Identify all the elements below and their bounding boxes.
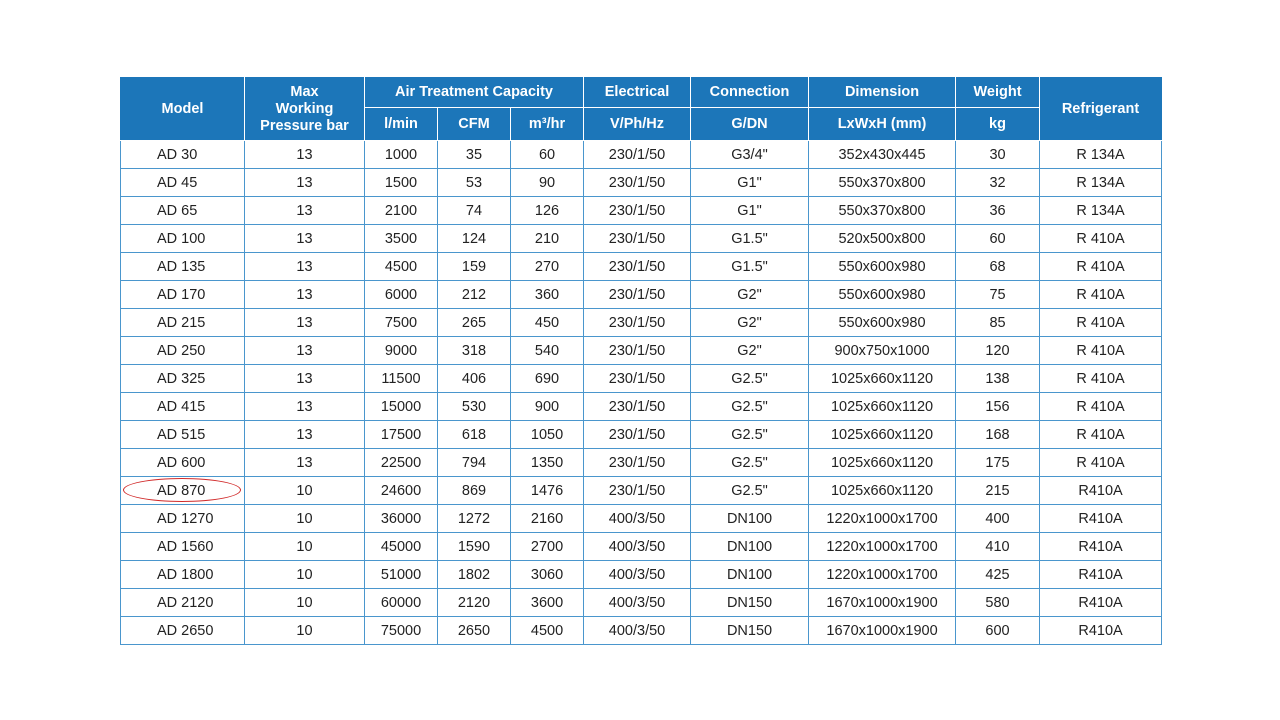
- cell-refrigerant: R 410A: [1040, 253, 1162, 281]
- header-m3hr: m³/hr: [511, 108, 584, 141]
- header-electrical-unit: V/Ph/Hz: [584, 108, 691, 141]
- cell-m3hr: 126: [511, 197, 584, 225]
- cell-m3hr: 450: [511, 309, 584, 337]
- cell-m3hr: 1350: [511, 449, 584, 477]
- cell-pressure: 13: [245, 281, 365, 309]
- cell-m3hr: 690: [511, 365, 584, 393]
- cell-cfm: 869: [438, 477, 511, 505]
- cell-lmin: 1000: [365, 141, 438, 169]
- cell-dimension: 1670x1000x1900: [809, 617, 956, 645]
- cell-m3hr: 60: [511, 141, 584, 169]
- cell-model: [121, 617, 245, 645]
- cell-connection: DN100: [691, 533, 809, 561]
- cell-electrical: 230/1/50: [584, 281, 691, 309]
- spec-table: [120, 77, 1162, 645]
- cell-model: [121, 533, 245, 561]
- cell-m3hr: 360: [511, 281, 584, 309]
- cell-lmin: 22500: [365, 449, 438, 477]
- cell-model: [121, 477, 245, 505]
- cell-pressure: 13: [245, 309, 365, 337]
- cell-pressure: 10: [245, 505, 365, 533]
- cell-pressure: 13: [245, 365, 365, 393]
- header-weight: Weight: [956, 78, 1040, 108]
- cell-lmin: 2100: [365, 197, 438, 225]
- cell-lmin: 7500: [365, 309, 438, 337]
- cell-pressure: 10: [245, 477, 365, 505]
- cell-model: [121, 225, 245, 253]
- model-label: AD 1560: [157, 538, 214, 555]
- cell-weight: 32: [956, 169, 1040, 197]
- cell-weight: 30: [956, 141, 1040, 169]
- cell-dimension: 1025x660x1120: [809, 365, 956, 393]
- cell-connection: G2": [691, 309, 809, 337]
- cell-pressure: 10: [245, 561, 365, 589]
- cell-lmin: 6000: [365, 281, 438, 309]
- cell-dimension: 550x600x980: [809, 253, 956, 281]
- cell-cfm: 1272: [438, 505, 511, 533]
- table-row: [121, 533, 1162, 561]
- cell-m3hr: 1476: [511, 477, 584, 505]
- cell-connection: G2.5": [691, 477, 809, 505]
- cell-dimension: 1220x1000x1700: [809, 533, 956, 561]
- model-label: AD 325: [157, 370, 206, 387]
- cell-pressure: 13: [245, 337, 365, 365]
- highlight-ellipse: [123, 478, 241, 502]
- cell-weight: 400: [956, 505, 1040, 533]
- cell-refrigerant: R410A: [1040, 533, 1162, 561]
- cell-connection: G2.5": [691, 421, 809, 449]
- cell-dimension: 1025x660x1120: [809, 393, 956, 421]
- cell-electrical: 230/1/50: [584, 449, 691, 477]
- cell-lmin: 51000: [365, 561, 438, 589]
- cell-electrical: 230/1/50: [584, 225, 691, 253]
- model-label: AD 30: [157, 146, 198, 163]
- model-label: AD 2120: [157, 594, 214, 611]
- cell-pressure: 13: [245, 449, 365, 477]
- cell-lmin: 4500: [365, 253, 438, 281]
- cell-pressure: 13: [245, 225, 365, 253]
- cell-refrigerant: R 134A: [1040, 141, 1162, 169]
- cell-cfm: 1802: [438, 561, 511, 589]
- cell-weight: 175: [956, 449, 1040, 477]
- cell-electrical: 230/1/50: [584, 393, 691, 421]
- cell-pressure: 13: [245, 421, 365, 449]
- header-pressure: Max Working Pressure bar: [245, 78, 365, 141]
- header-connection-unit: G/DN: [691, 108, 809, 141]
- header-row-top: [121, 78, 1162, 108]
- cell-pressure: 13: [245, 197, 365, 225]
- table-row: [121, 421, 1162, 449]
- cell-dimension: 352x430x445: [809, 141, 956, 169]
- cell-lmin: 45000: [365, 533, 438, 561]
- cell-m3hr: 2160: [511, 505, 584, 533]
- cell-weight: 36: [956, 197, 1040, 225]
- cell-connection: G2.5": [691, 365, 809, 393]
- cell-refrigerant: R 410A: [1040, 365, 1162, 393]
- header-model: Model: [121, 78, 245, 141]
- cell-weight: 75: [956, 281, 1040, 309]
- model-label: AD 415: [157, 398, 206, 415]
- table-row: [121, 561, 1162, 589]
- cell-pressure: 13: [245, 393, 365, 421]
- cell-connection: G1": [691, 169, 809, 197]
- cell-weight: 120: [956, 337, 1040, 365]
- header-weight-unit: kg: [956, 108, 1040, 141]
- cell-weight: 156: [956, 393, 1040, 421]
- table-row: [121, 589, 1162, 617]
- cell-electrical: 230/1/50: [584, 197, 691, 225]
- cell-cfm: 530: [438, 393, 511, 421]
- table-body: [121, 141, 1162, 645]
- cell-refrigerant: R 410A: [1040, 393, 1162, 421]
- table-row: [121, 449, 1162, 477]
- cell-model: [121, 421, 245, 449]
- cell-refrigerant: R 410A: [1040, 225, 1162, 253]
- table-row: [121, 365, 1162, 393]
- cell-connection: G2": [691, 337, 809, 365]
- cell-dimension: 1220x1000x1700: [809, 561, 956, 589]
- cell-electrical: 230/1/50: [584, 253, 691, 281]
- table-row: [121, 337, 1162, 365]
- cell-cfm: 318: [438, 337, 511, 365]
- cell-m3hr: 90: [511, 169, 584, 197]
- cell-refrigerant: R 410A: [1040, 337, 1162, 365]
- model-label: AD 215: [157, 314, 206, 331]
- model-label: AD 65: [157, 202, 198, 219]
- cell-lmin: 11500: [365, 365, 438, 393]
- cell-electrical: 230/1/50: [584, 169, 691, 197]
- cell-lmin: 75000: [365, 617, 438, 645]
- cell-dimension: 550x370x800: [809, 169, 956, 197]
- cell-dimension: 1025x660x1120: [809, 477, 956, 505]
- cell-pressure: 13: [245, 169, 365, 197]
- cell-electrical: 230/1/50: [584, 337, 691, 365]
- header-electrical: Electrical: [584, 78, 691, 108]
- header-connection: Connection: [691, 78, 809, 108]
- cell-connection: G2": [691, 281, 809, 309]
- cell-model: [121, 253, 245, 281]
- cell-electrical: 230/1/50: [584, 477, 691, 505]
- table-row: [121, 169, 1162, 197]
- cell-dimension: 550x370x800: [809, 197, 956, 225]
- cell-connection: G2.5": [691, 393, 809, 421]
- cell-connection: G1": [691, 197, 809, 225]
- cell-dimension: 1220x1000x1700: [809, 505, 956, 533]
- cell-model: [121, 365, 245, 393]
- cell-cfm: 212: [438, 281, 511, 309]
- cell-cfm: 53: [438, 169, 511, 197]
- cell-refrigerant: R 410A: [1040, 421, 1162, 449]
- cell-pressure: 10: [245, 589, 365, 617]
- cell-electrical: 230/1/50: [584, 365, 691, 393]
- table-row: [121, 309, 1162, 337]
- cell-electrical: 400/3/50: [584, 589, 691, 617]
- cell-connection: DN100: [691, 505, 809, 533]
- cell-refrigerant: R 134A: [1040, 169, 1162, 197]
- cell-m3hr: 540: [511, 337, 584, 365]
- cell-model: [121, 561, 245, 589]
- cell-refrigerant: R410A: [1040, 561, 1162, 589]
- cell-weight: 168: [956, 421, 1040, 449]
- cell-refrigerant: R410A: [1040, 589, 1162, 617]
- cell-electrical: 400/3/50: [584, 561, 691, 589]
- header-dimension-unit: LxWxH (mm): [809, 108, 956, 141]
- cell-cfm: 2650: [438, 617, 511, 645]
- model-label: AD 870: [157, 482, 206, 499]
- cell-electrical: 230/1/50: [584, 309, 691, 337]
- cell-model: [121, 169, 245, 197]
- header-lmin: l/min: [365, 108, 438, 141]
- cell-lmin: 17500: [365, 421, 438, 449]
- cell-weight: 138: [956, 365, 1040, 393]
- cell-weight: 85: [956, 309, 1040, 337]
- cell-cfm: 1590: [438, 533, 511, 561]
- cell-weight: 600: [956, 617, 1040, 645]
- cell-lmin: 15000: [365, 393, 438, 421]
- model-label: AD 250: [157, 342, 206, 359]
- cell-m3hr: 270: [511, 253, 584, 281]
- cell-pressure: 13: [245, 141, 365, 169]
- table-row: [121, 253, 1162, 281]
- cell-lmin: 1500: [365, 169, 438, 197]
- cell-weight: 215: [956, 477, 1040, 505]
- cell-dimension: 900x750x1000: [809, 337, 956, 365]
- model-label: AD 2650: [157, 622, 214, 639]
- cell-refrigerant: R 410A: [1040, 281, 1162, 309]
- table-row: [121, 393, 1162, 421]
- cell-lmin: 36000: [365, 505, 438, 533]
- cell-cfm: 159: [438, 253, 511, 281]
- cell-dimension: 1670x1000x1900: [809, 589, 956, 617]
- table-row: [121, 477, 1162, 505]
- model-label: AD 1800: [157, 566, 214, 583]
- table-row: [121, 141, 1162, 169]
- model-label: AD 515: [157, 426, 206, 443]
- header-refrigerant: Refrigerant: [1040, 78, 1162, 141]
- cell-electrical: 400/3/50: [584, 505, 691, 533]
- cell-m3hr: 900: [511, 393, 584, 421]
- cell-electrical: 400/3/50: [584, 533, 691, 561]
- model-label: AD 100: [157, 230, 206, 247]
- cell-dimension: 520x500x800: [809, 225, 956, 253]
- cell-m3hr: 2700: [511, 533, 584, 561]
- cell-lmin: 3500: [365, 225, 438, 253]
- cell-connection: G3/4": [691, 141, 809, 169]
- cell-model: [121, 505, 245, 533]
- cell-m3hr: 4500: [511, 617, 584, 645]
- cell-dimension: 550x600x980: [809, 309, 956, 337]
- header-cfm: CFM: [438, 108, 511, 141]
- cell-m3hr: 3060: [511, 561, 584, 589]
- cell-electrical: 230/1/50: [584, 141, 691, 169]
- table-row: [121, 505, 1162, 533]
- cell-lmin: 9000: [365, 337, 438, 365]
- cell-weight: 410: [956, 533, 1040, 561]
- cell-model: [121, 393, 245, 421]
- cell-weight: 580: [956, 589, 1040, 617]
- cell-refrigerant: R410A: [1040, 617, 1162, 645]
- cell-weight: 425: [956, 561, 1040, 589]
- cell-cfm: 2120: [438, 589, 511, 617]
- cell-pressure: 13: [245, 253, 365, 281]
- cell-lmin: 24600: [365, 477, 438, 505]
- cell-dimension: 1025x660x1120: [809, 421, 956, 449]
- cell-model: [121, 281, 245, 309]
- cell-cfm: 406: [438, 365, 511, 393]
- table-row: [121, 197, 1162, 225]
- model-label: AD 170: [157, 286, 206, 303]
- cell-refrigerant: R 410A: [1040, 449, 1162, 477]
- cell-cfm: 265: [438, 309, 511, 337]
- model-label: AD 1270: [157, 510, 214, 527]
- cell-refrigerant: R410A: [1040, 477, 1162, 505]
- header-capacity: Air Treatment Capacity: [365, 78, 584, 108]
- cell-lmin: 60000: [365, 589, 438, 617]
- cell-cfm: 35: [438, 141, 511, 169]
- cell-model: [121, 449, 245, 477]
- cell-connection: DN100: [691, 561, 809, 589]
- cell-m3hr: 210: [511, 225, 584, 253]
- table-row: [121, 617, 1162, 645]
- table-row: [121, 225, 1162, 253]
- cell-refrigerant: R 134A: [1040, 197, 1162, 225]
- cell-weight: 60: [956, 225, 1040, 253]
- cell-pressure: 10: [245, 533, 365, 561]
- cell-model: [121, 337, 245, 365]
- cell-m3hr: 3600: [511, 589, 584, 617]
- cell-model: [121, 589, 245, 617]
- cell-cfm: 124: [438, 225, 511, 253]
- cell-electrical: 230/1/50: [584, 421, 691, 449]
- cell-weight: 68: [956, 253, 1040, 281]
- cell-dimension: 550x600x980: [809, 281, 956, 309]
- cell-connection: G1.5": [691, 253, 809, 281]
- model-label: AD 135: [157, 258, 206, 275]
- table-row: [121, 281, 1162, 309]
- cell-cfm: 618: [438, 421, 511, 449]
- cell-cfm: 794: [438, 449, 511, 477]
- model-label: AD 45: [157, 174, 198, 191]
- cell-cfm: 74: [438, 197, 511, 225]
- cell-electrical: 400/3/50: [584, 617, 691, 645]
- cell-refrigerant: R410A: [1040, 505, 1162, 533]
- cell-model: [121, 309, 245, 337]
- cell-connection: G2.5": [691, 449, 809, 477]
- cell-connection: G1.5": [691, 225, 809, 253]
- cell-dimension: 1025x660x1120: [809, 449, 956, 477]
- cell-model: [121, 141, 245, 169]
- cell-model: [121, 197, 245, 225]
- cell-connection: DN150: [691, 589, 809, 617]
- model-label: AD 600: [157, 454, 206, 471]
- cell-connection: DN150: [691, 617, 809, 645]
- cell-refrigerant: R 410A: [1040, 309, 1162, 337]
- cell-m3hr: 1050: [511, 421, 584, 449]
- cell-pressure: 10: [245, 617, 365, 645]
- header-dimension: Dimension: [809, 78, 956, 108]
